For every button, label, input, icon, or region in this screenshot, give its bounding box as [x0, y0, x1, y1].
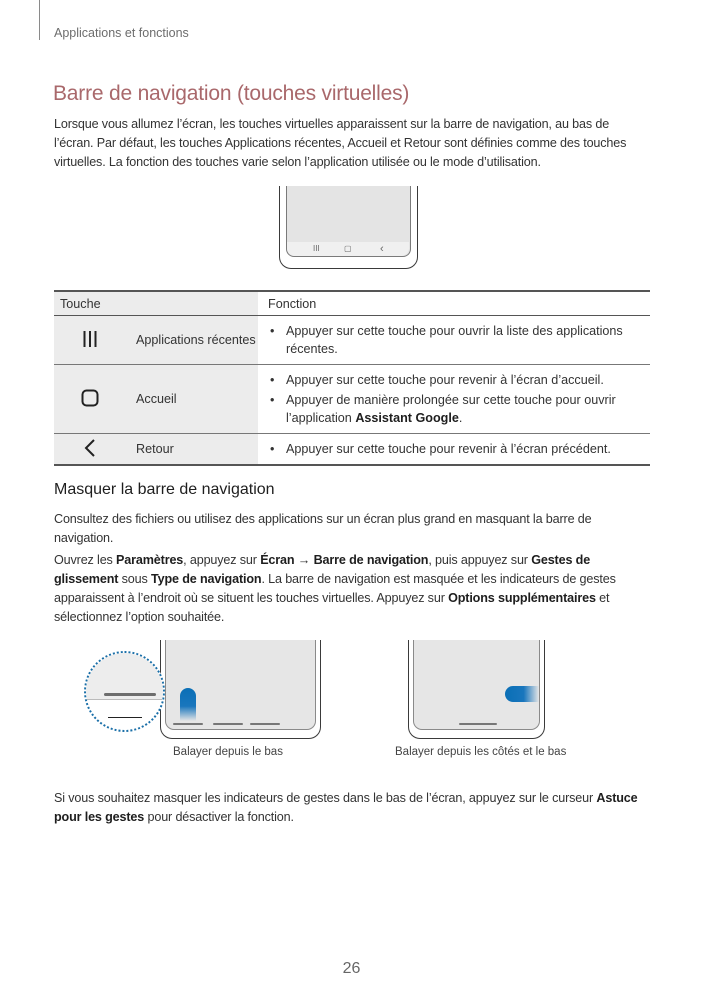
- key-label: Accueil: [126, 365, 258, 434]
- magnified-detail: [84, 651, 165, 732]
- gesture-hint-bar: [213, 723, 243, 725]
- key-label: Applications récentes: [126, 316, 258, 365]
- gesture-hint-bar: [173, 723, 203, 725]
- gesture-hint-bar: [104, 693, 156, 696]
- table-header-row: [54, 291, 650, 316]
- hide-paragraph-2: Ouvrez les Paramètres, appuyez sur Écran → Barre de navigation, puis appuyez sur Gestes de glissement sous Type de navigation. La barre de navigation est masquée et les indicateurs de gestes apparaissent à l’endroit où se situent les touches virtuelles. Appuyez sur Options supplémentaires et sélectionnez l’option souhaitée.: [54, 553, 616, 624]
- assistant-google-term: Assistant Google: [355, 411, 459, 425]
- page-title: Barre de navigation (touches virtuelles): [53, 82, 410, 105]
- margin-rule: [39, 0, 40, 40]
- caption-swipe-bottom: Balayer depuis le bas: [173, 746, 283, 758]
- table-row: [54, 316, 650, 365]
- recent-apps-icon: [81, 330, 99, 348]
- intro-paragraph: Lorsque vous allumez l’écran, les touches virtuelles apparaissent sur la barre de navigation, au bas de l’écran. Par défaut, les touches Applications récentes, Accueil et Retour sont définies comme des touches virtuelles. La fonction des touches varie selon l’application utilisée ou le mode d’utilisation.: [54, 117, 627, 169]
- gesture-hint-bar: [459, 723, 497, 725]
- recent-apps-icon: III: [313, 244, 320, 253]
- section-subtitle: Masquer la barre de navigation: [54, 481, 275, 498]
- home-icon: [81, 389, 99, 407]
- page-number: 26: [342, 960, 361, 977]
- swipe-gesture-indicator: [180, 688, 196, 721]
- section-header: Applications et fonctions: [54, 26, 189, 40]
- key-label: Retour: [126, 434, 258, 466]
- function-bullet: • Appuyer de manière prolongée sur cette touche pour ouvrir l’application Assistant Google.: [268, 391, 640, 427]
- back-icon: ‹: [380, 243, 384, 255]
- function-bullet: • Appuyer sur cette touche pour ouvrir la liste des applications récentes.: [268, 322, 640, 358]
- header-fonction: Fonction: [268, 296, 317, 311]
- navigation-bar: [287, 242, 409, 256]
- hide-paragraph-1: Consultez des fichiers ou utilisez des applications sur un écran plus grand en masquant la barre de navigation.: [54, 512, 592, 545]
- hide-paragraph-3: Si vous souhaitez masquer les indicateurs de gestes dans le bas de l’écran, appuyez sur le curseur Astuce pour les gestes pour désactiver la fonction.: [54, 791, 638, 824]
- caption-swipe-sides: Balayer depuis les côtés et le bas: [395, 746, 567, 758]
- table-row: [54, 365, 650, 434]
- swipe-from-bottom-illustration: [160, 640, 321, 739]
- function-bullet: • Appuyer sur cette touche pour revenir à l’écran précédent.: [268, 440, 640, 458]
- navigation-bar-illustration: [279, 186, 418, 270]
- swipe-gesture-indicator: [505, 686, 539, 702]
- gesture-hint-bar: [250, 723, 280, 725]
- swipe-from-sides-illustration: [408, 640, 545, 739]
- home-icon: ▢: [344, 244, 352, 253]
- header-touche: Touche: [54, 291, 258, 316]
- function-bullet: • Appuyer sur cette touche pour revenir à l’écran d’accueil.: [268, 371, 640, 389]
- table-row: [54, 434, 650, 466]
- keys-table: [54, 290, 650, 466]
- back-icon: [83, 438, 97, 458]
